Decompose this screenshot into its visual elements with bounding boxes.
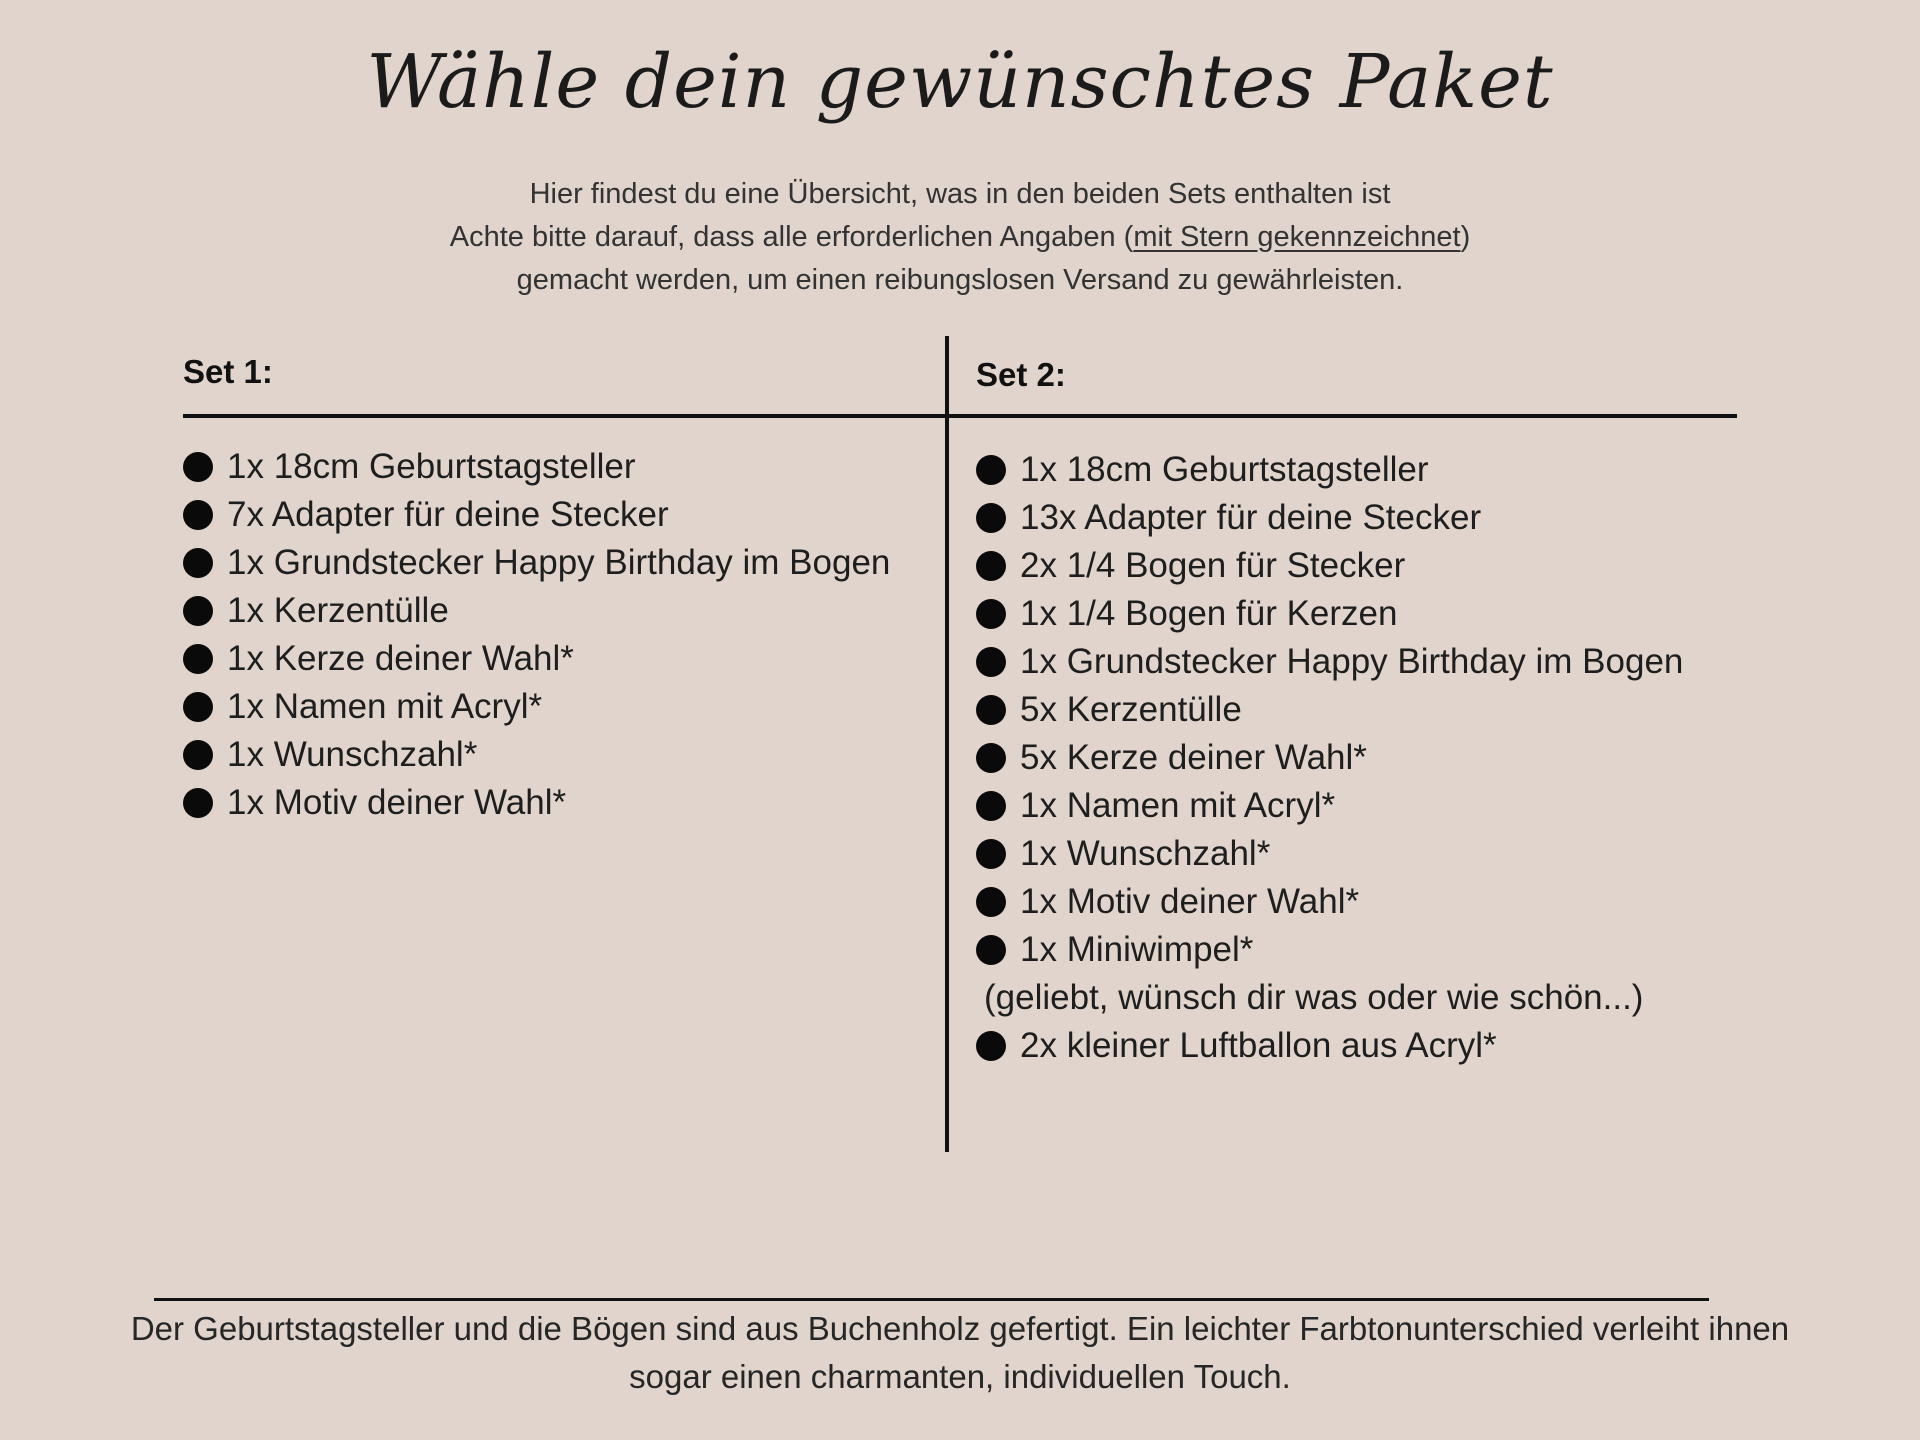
list-item: [976, 686, 1683, 734]
bullet-icon: [976, 791, 1006, 821]
list-item-label: 1x Grundstecker Happy Birthday im Bogen: [1020, 642, 1684, 681]
bullet-icon: [976, 1031, 1006, 1061]
list-item: [976, 830, 1683, 878]
required-marker-note: mit Stern gekennzeichnet: [1133, 221, 1461, 253]
bullet-icon: [976, 935, 1006, 965]
list-item: [183, 587, 890, 635]
bullet-icon: [183, 548, 213, 578]
list-item: [976, 446, 1683, 494]
footer-line-2: sogar einen charmanten, individuellen Touch.: [629, 1358, 1291, 1395]
list-item: [183, 443, 890, 491]
bullet-icon: [976, 503, 1006, 533]
list-item-label: 7x Adapter für deine Stecker: [227, 495, 669, 534]
list-item: [183, 779, 890, 827]
list-item: [976, 782, 1683, 830]
bullet-icon: [183, 644, 213, 674]
footer-line-1: Der Geburtstagsteller und die Bögen sind aus Buchenholz gefertigt. Ein leichter Farbtonunterschied verleiht ihnen: [130, 1310, 1790, 1347]
bullet-icon: [183, 788, 213, 818]
list-item-label: 1x 18cm Geburtstagsteller: [1020, 450, 1429, 489]
footer-divider: [154, 1298, 1709, 1301]
list-item: [183, 731, 890, 779]
set-2-list: [976, 446, 1683, 1070]
list-item-label: 1x Namen mit Acryl*: [1020, 786, 1336, 825]
list-item-label: 1x Motiv deiner Wahl*: [227, 783, 567, 822]
page-title: Wähle dein gewünschtes Paket: [366, 39, 1554, 125]
list-item-label: 1x Motiv deiner Wahl*: [1020, 882, 1360, 921]
list-item-label: 1x Miniwimpel*: [1020, 930, 1254, 969]
intro-line-1: Hier findest du eine Übersicht, was in den beiden Sets enthalten ist: [529, 178, 1391, 210]
header-divider: [183, 414, 1737, 418]
bullet-icon: [183, 452, 213, 482]
list-item: [976, 638, 1683, 686]
intro-line-2: [0, 216, 1920, 259]
list-item: [183, 539, 890, 587]
bullet-icon: [976, 647, 1006, 677]
list-item: [976, 494, 1683, 542]
list-item: [976, 590, 1683, 638]
list-item-label: 5x Kerze deiner Wahl*: [1020, 738, 1367, 777]
list-item: [183, 491, 890, 539]
intro-line-2-start: Achte bitte darauf, dass alle erforderlichen Angaben (: [449, 221, 1134, 253]
bullet-icon: [976, 695, 1006, 725]
list-item-label: 1x Grundstecker Happy Birthday im Bogen: [227, 543, 891, 582]
bullet-icon: [183, 500, 213, 530]
bullet-icon: [976, 551, 1006, 581]
list-item: [976, 734, 1683, 782]
list-item-label: 5x Kerzentülle: [1020, 690, 1242, 729]
bullet-icon: [976, 887, 1006, 917]
list-item: [976, 878, 1683, 926]
list-item-label: 1x Kerzentülle: [227, 591, 449, 630]
bullet-icon: [976, 455, 1006, 485]
list-item-label: 2x 1/4 Bogen für Stecker: [1020, 546, 1406, 585]
list-item: [976, 926, 1683, 974]
intro-line-2-end: ): [1460, 221, 1471, 253]
list-item-label: 2x kleiner Luftballon aus Acryl*: [1020, 1026, 1497, 1065]
list-item-label: 1x Wunschzahl*: [227, 735, 478, 774]
set-2-heading: Set 2:: [976, 356, 1066, 393]
list-item: [183, 635, 890, 683]
column-divider: [945, 336, 949, 1152]
set-1-heading: Set 1:: [183, 353, 273, 390]
list-item-note: (geliebt, wünsch dir was oder wie schön...): [984, 978, 1644, 1017]
list-item-label: 1x 18cm Geburtstagsteller: [227, 447, 636, 486]
intro-text: [0, 173, 1920, 302]
bullet-icon: [976, 743, 1006, 773]
bullet-icon: [183, 740, 213, 770]
list-item-label: 1x Kerze deiner Wahl*: [227, 639, 574, 678]
list-item: [183, 683, 890, 731]
set-1-list: [183, 443, 890, 827]
bullet-icon: [976, 839, 1006, 869]
list-item-label: 1x Namen mit Acryl*: [227, 687, 543, 726]
list-item: [976, 542, 1683, 590]
intro-line-3: gemacht werden, um einen reibungslosen Versand zu gewährleisten.: [516, 264, 1404, 296]
list-item-label: 13x Adapter für deine Stecker: [1020, 498, 1482, 537]
bullet-icon: [183, 596, 213, 626]
footer-text: [0, 1305, 1920, 1401]
list-item-label: 1x 1/4 Bogen für Kerzen: [1020, 594, 1398, 633]
list-item: [976, 1022, 1683, 1070]
list-item-label: 1x Wunschzahl*: [1020, 834, 1271, 873]
bullet-icon: [976, 599, 1006, 629]
bullet-icon: [183, 692, 213, 722]
